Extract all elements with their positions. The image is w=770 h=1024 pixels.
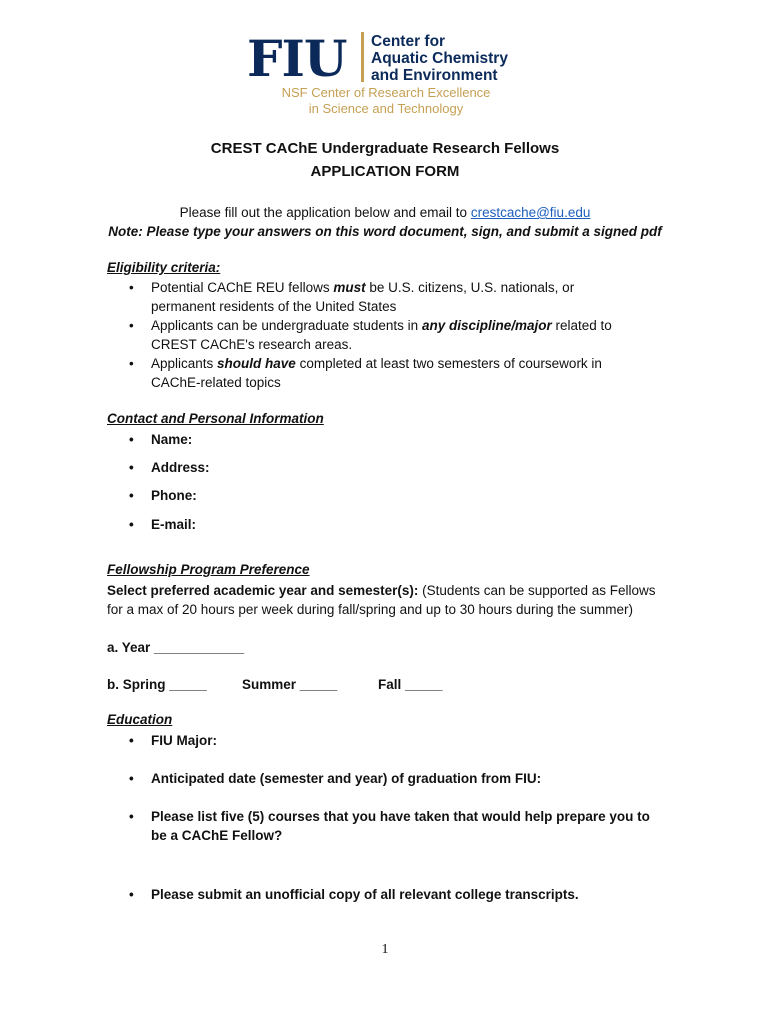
bullet-icon: • [129, 771, 134, 786]
education-transcripts-label: Please submit an unofficial copy of all relevant college transcripts. [151, 887, 579, 902]
fellowship-hours-line: for a max of 20 hours per week during fall/spring and up to 30 hours during the summer) [107, 602, 634, 617]
logo-nsf-line1: NSF Center of Research Excellence [281, 85, 491, 100]
logo-center-line2: Aquatic Chemistry [371, 50, 508, 67]
logo-center-name [371, 33, 508, 84]
eligibility-2-text: Applicants can be undergraduate students in [151, 318, 422, 333]
contact-email-label: E-mail: [151, 517, 197, 532]
intro-text: Please fill out the application below and email to [179, 205, 471, 220]
eligibility-3-line2: CAChE-related topics [151, 375, 281, 390]
eligibility-2-line2: CREST CAChE's research areas. [151, 337, 353, 352]
eligibility-3-text: Applicants [151, 356, 218, 371]
bullet-icon: • [129, 517, 134, 532]
education-major-label: FIU Major: [151, 733, 217, 748]
logo-nsf-text [271, 85, 501, 117]
logo-center-line1: Center for [371, 33, 446, 50]
bullet-icon: • [129, 280, 134, 295]
summer-field[interactable]: Summer _____ [242, 677, 338, 692]
education-courses-label-2: be a CAChE Fellow? [151, 828, 283, 843]
contact-name-label: Name: [151, 432, 193, 447]
eligibility-heading: Eligibility criteria: [107, 260, 221, 275]
fiu-wordmark: FIU [247, 29, 347, 88]
fellowship-select-rest: (Students can be supported as Fellows [418, 583, 656, 598]
contact-phone-label: Phone: [151, 488, 197, 503]
eligibility-1-line2: permanent residents of the United States [151, 299, 397, 314]
education-heading: Education [107, 712, 173, 727]
logo-divider [361, 32, 364, 82]
logo-center-line3: and Environment [371, 67, 498, 84]
bullet-icon: • [129, 887, 134, 902]
intro-line [0, 204, 770, 222]
page-subtitle: APPLICATION FORM [310, 163, 460, 180]
bullet-icon: • [129, 356, 134, 371]
eligibility-2-text-end: related to [551, 318, 612, 333]
education-courses-label: Please list five (5) courses that you have taken that would help prepare you to [151, 809, 650, 824]
bullet-icon: • [129, 460, 134, 475]
contact-heading: Contact and Personal Information [107, 411, 324, 426]
eligibility-3-emphasis: should have [217, 356, 296, 371]
contact-address-label: Address: [151, 460, 210, 475]
spring-field[interactable]: b. Spring _____ [107, 677, 207, 692]
fiu-logo [247, 29, 537, 117]
logo-nsf-line2: in Science and Technology [308, 101, 464, 116]
fall-field[interactable]: Fall _____ [378, 677, 443, 692]
bullet-icon: • [129, 432, 134, 447]
email-link[interactable]: crestcache@fiu.edu [470, 205, 591, 220]
bullet-icon: • [129, 318, 134, 333]
year-field[interactable]: a. Year ____________ [107, 640, 245, 655]
education-graduation-label: Anticipated date (semester and year) of graduation from FIU: [151, 771, 542, 786]
bullet-icon: • [129, 488, 134, 503]
intro-note: Note: Please type your answers on this word document, sign, and submit a signed pdf [108, 224, 662, 239]
fellowship-select-line [107, 581, 656, 600]
eligibility-2-emphasis: any discipline/major [421, 318, 552, 333]
eligibility-1-emphasis: must [333, 280, 366, 295]
eligibility-1-text: Potential CAChE REU fellows [151, 280, 334, 295]
fellowship-select-bold: Select preferred academic year and semester(s): [107, 583, 419, 598]
bullet-icon: • [129, 733, 134, 748]
page-title: CREST CAChE Undergraduate Research Fellows [210, 140, 560, 157]
eligibility-1-text-end: be U.S. citizens, U.S. nationals, or [365, 280, 575, 295]
fellowship-heading: Fellowship Program Preference [107, 562, 310, 577]
eligibility-3-text-end: completed at least two semesters of coursework in [295, 356, 602, 371]
bullet-icon: • [129, 809, 134, 824]
page-number: 1 [381, 942, 389, 957]
